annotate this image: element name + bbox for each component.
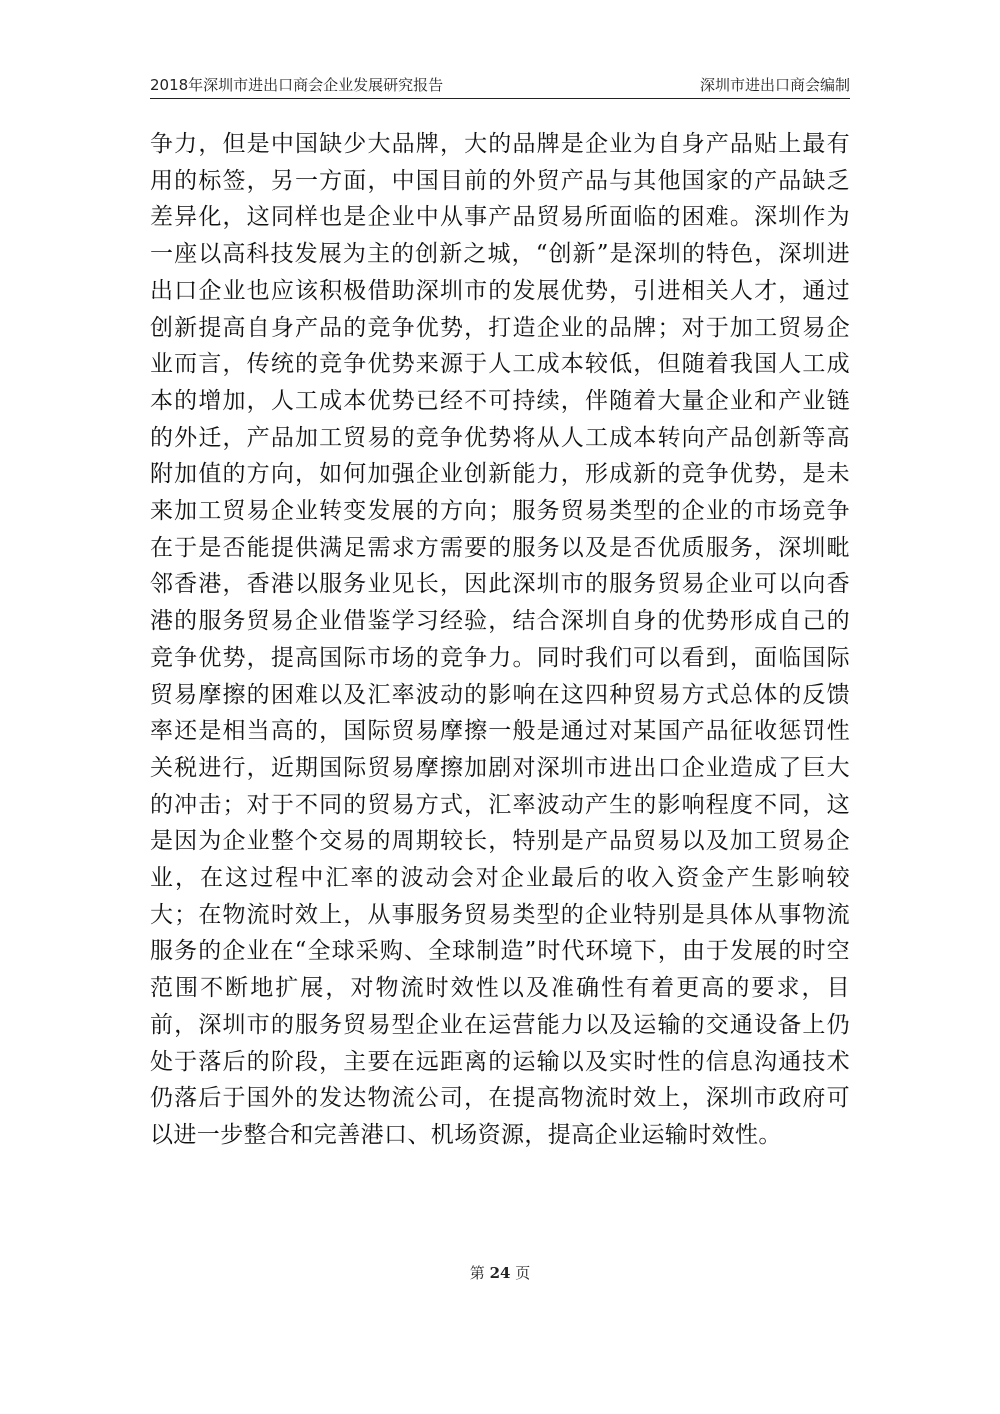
page-prefix: 第 bbox=[469, 1264, 485, 1282]
page-footer bbox=[0, 1262, 1000, 1283]
publisher: 深圳市进出口商会编制 bbox=[699, 76, 850, 94]
page-header bbox=[150, 72, 850, 99]
page-number: 24 bbox=[489, 1264, 511, 1282]
body-paragraph: 争力，但是中国缺少大品牌，大的品牌是企业为自身产品贴上最有用的标签，另一方面，中国目前的外贸产品与其他国家的产品缺乏差异化，这同样也是企业中从事产品贸易所面临的困难。深圳作为一座以高科技发展为主的创新之城，“创新”是深圳的特色，深圳进出口企业也应该积极借助深圳市的发展优势，引进相关人才，通过创新提高自身产品的竞争优势，打造企业的品牌；对于加工贸易企业而言，传统的竞争优势来源于人工成本较低，但随着我国人工成本的增加，人工成本优势已经不可持续，伴随着大量企业和产业链的外迁，产品加工贸易的竞争优势将从人工成本转向产品创新等高附加值的方向，如何加强企业创新能力，形成新的竞争优势，是未来加工贸易企业转变发展的方向；服务贸易类型的企业的市场竞争在于是否能提供满足需求方需要的服务以及是否优质服务，深圳毗邻香港，香港以服务业见长，因此深圳市的服务贸易企业可以向香港的服务贸易企业借鉴学习经验，结合深圳自身的优势形成自己的竞争优势，提高国际市场的竞争力。同时我们可以看到，面临国际贸易摩擦的困难以及汇率波动的影响在这四种贸易方式总体的反馈率还是相当高的，国际贸易摩擦一般是通过对某国产品征收惩罚性关税进行，近期国际贸易摩擦加剧对深圳市进出口企业造成了巨大的冲击；对于不同的贸易方式，汇率波动产生的影响程度不同，这是因为企业整个交易的周期较长，特别是产品贸易以及加工贸易企业，在这过程中汇率的波动会对企业最后的收入资金产生影响较大；在物流时效上，从事服务贸易类型的企业特别是具体从事物流服务的企业在“全球采购、全球制造”时代环境下，由于发展的时空范围不断地扩展，对物流时效性以及准确性有着更高的要求，目前，深圳市的服务贸易型企业在运营能力以及运输的交通设备上仍处于落后的阶段，主要在远距离的运输以及实时性的信息沟通技术仍落后于国外的发达物流公司，在提高物流时效上，深圳市政府可以进一步整合和完善港口、机场资源，提高企业运输时效性。 bbox=[150, 131, 850, 1148]
page-suffix: 页 bbox=[515, 1264, 531, 1282]
report-title: 2018年深圳市进出口商会企业发展研究报告 bbox=[150, 76, 444, 94]
